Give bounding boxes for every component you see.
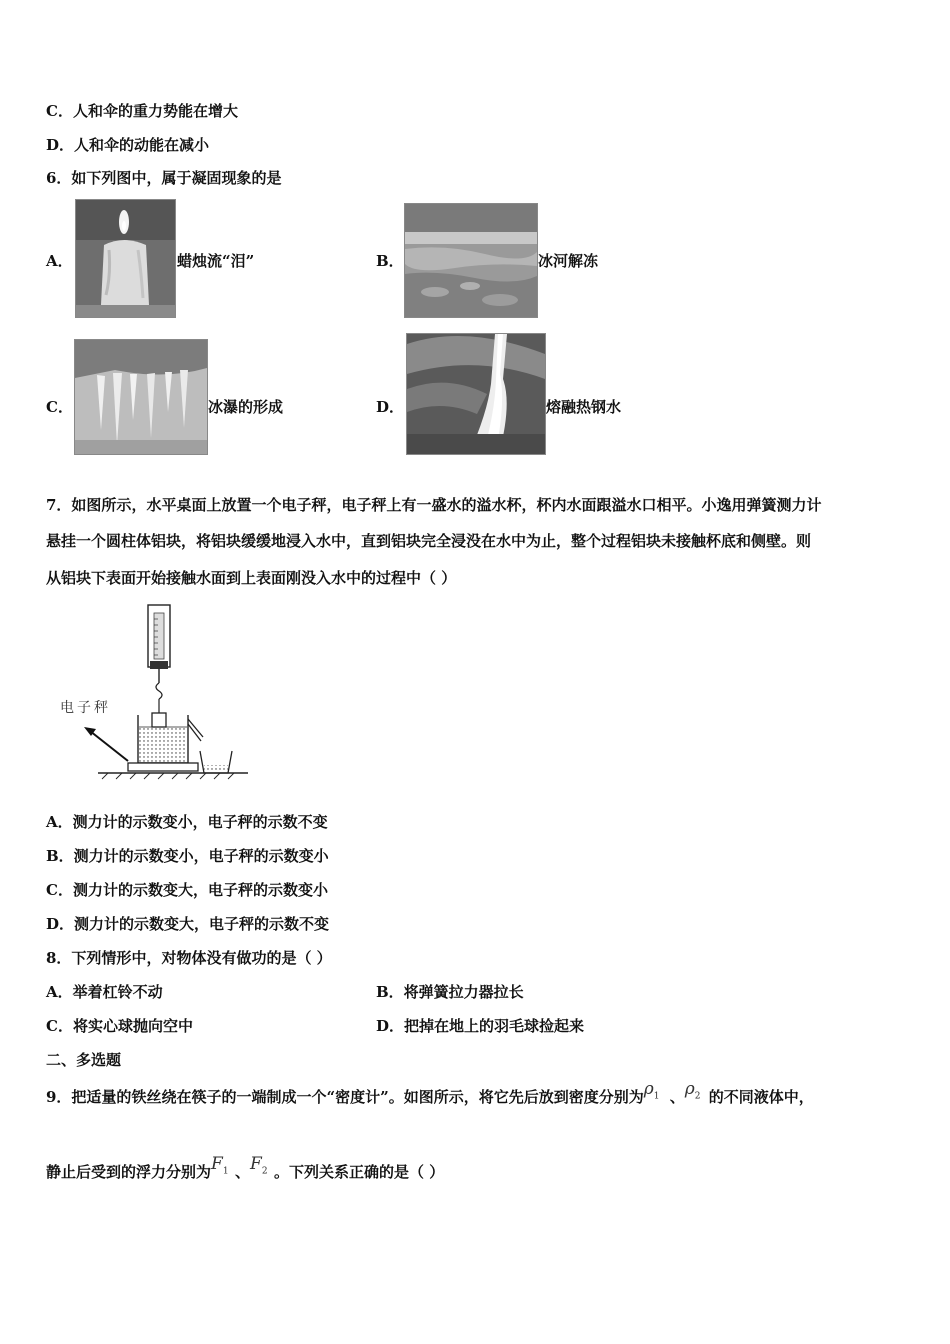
molten-steel-photo [406, 333, 546, 455]
q9-stem-part1: 9．把适量的铁丝绕在筷子的一端制成一个“密度计”。如图所示，将它先后放到密度分别为 [46, 1088, 644, 1106]
q7-option-c: C．测力计的示数变大，电子秤的示数变小 [46, 881, 328, 899]
q9-stem-line2 [46, 1154, 445, 1190]
scale-overflow-figure [58, 603, 248, 783]
ice-waterfall-photo [74, 339, 208, 455]
section-title-multiple-choice: 二、多选题 [46, 1051, 122, 1069]
q9-line2-part1: 静止后受到的浮力分别为 [46, 1163, 212, 1181]
q6-option-d-letter: D． [376, 398, 405, 416]
q6-option-a-letter: A． [46, 252, 73, 270]
q8-option-a: A．举着杠铃不动 [46, 983, 163, 1001]
q8-option-b: B．将弹簧拉力器拉长 [376, 983, 524, 1001]
q7-option-b: B．测力计的示数变小，电子秤的示数变小 [46, 847, 329, 865]
q7-stem-line1: 7．如图所示，水平桌面上放置一个电子秤，电子秤上有一盛水的溢水杯，杯内水面跟溢水口相平。小逸用弹簧测力计 [46, 496, 822, 514]
q7-option-d: D．测力计的示数变大，电子秤的示数不变 [46, 915, 330, 933]
rho2-symbol: $\rho_2$ [684, 1079, 701, 1102]
f2-symbol: $F_2$ [250, 1154, 268, 1177]
q6-option-b-caption: 冰河解冻 [538, 252, 599, 270]
q9-separator-2: 、 [235, 1163, 251, 1181]
q9-stem-line1 [46, 1079, 814, 1115]
f1-symbol: $F_1$ [211, 1154, 229, 1177]
river-thaw-photo [404, 203, 538, 318]
q6-option-b-letter: B． [376, 252, 404, 270]
q6-stem: 6．如下列图中，属于凝固现象的是 [46, 169, 282, 187]
q8-stem: 8．下列情形中，对物体没有做功的是（ ） [46, 949, 332, 967]
q7-option-a: A．测力计的示数变小，电子秤的示数不变 [46, 813, 328, 831]
candle-photo [75, 199, 176, 318]
rho1-symbol: $\rho_1$ [643, 1079, 660, 1102]
q7-stem-line2: 悬挂一个圆柱体铝块，将铝块缓缓地浸入水中，直到铝块完全浸没在水中为止，整个过程铝块未接触杯底和侧壁。则 [46, 532, 812, 550]
q6-option-a-caption: 蜡烛流“泪” [177, 252, 255, 270]
q7-stem-line3: 从铝块下表面开始接触水面到上表面刚没入水中的过程中（ ） [46, 569, 457, 587]
spring-scale-diagram [58, 603, 248, 783]
q9-line2-part2: 。下列关系正确的是（ ） [274, 1163, 445, 1181]
figure-label-electronic-scale: 电子秤 [60, 700, 111, 716]
q8-option-c: C．将实心球抛向空中 [46, 1017, 193, 1035]
q6-option-c-caption: 冰瀑的形成 [208, 398, 284, 416]
q5-option-d: D．人和伞的动能在减小 [46, 136, 210, 154]
q5-option-c: C．人和伞的重力势能在增大 [46, 102, 238, 120]
q9-stem-part2: 的不同液体中， [708, 1088, 814, 1106]
q6-option-d-caption: 熔融热钢水 [546, 398, 622, 416]
q8-option-d: D．把掉在地上的羽毛球捡起来 [376, 1017, 585, 1035]
q9-separator-1: 、 [669, 1088, 685, 1106]
q6-option-c-letter: C． [46, 398, 73, 416]
